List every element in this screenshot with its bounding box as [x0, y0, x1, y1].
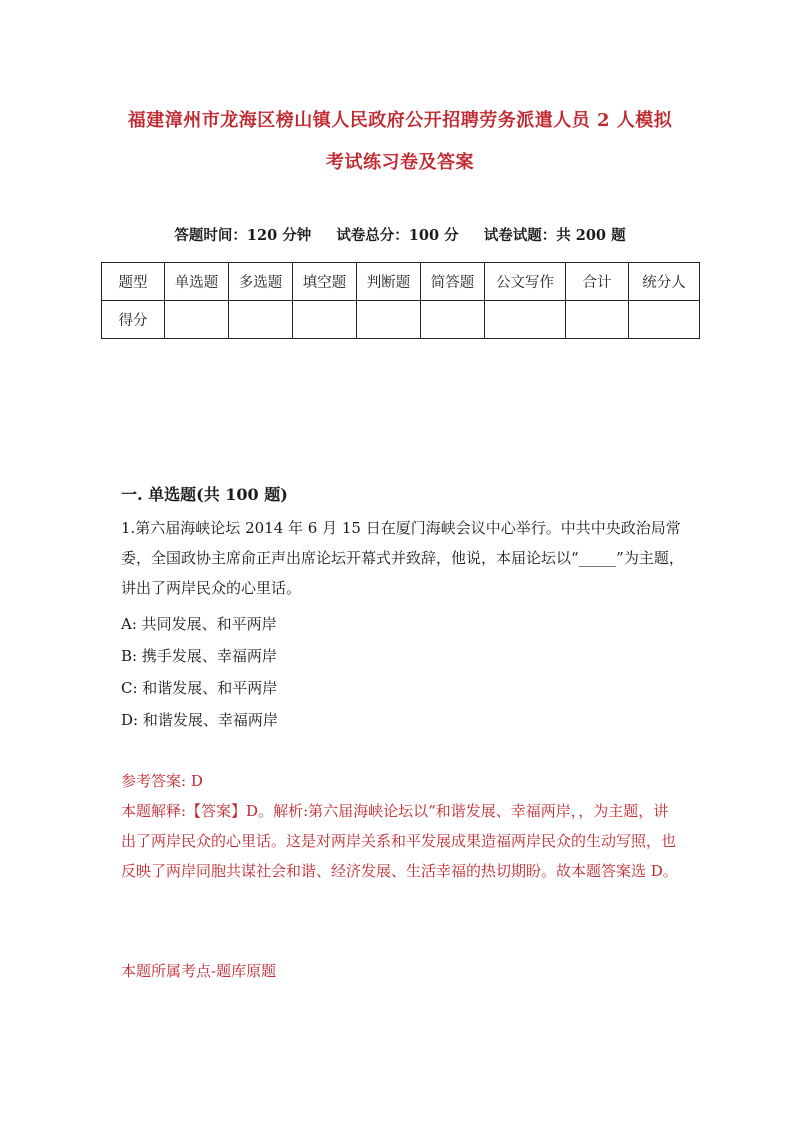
score-cell[interactable]: [293, 301, 357, 339]
header-cell: 填空题: [293, 263, 357, 301]
exam-time: 答题时间：120 分钟: [174, 227, 312, 244]
score-table-score-row: [102, 301, 700, 339]
score-table-header-row: [102, 263, 700, 301]
knowledge-point: 本题所属考点-题库原题: [121, 962, 277, 980]
header-cell: 公文写作: [485, 263, 566, 301]
question-text: 1.第六届海峡论坛 2014 年 6 月 15 日在厦门海峡会议中心举行。中共中央政治局常委，全国政协主席俞正声出席论坛开幕式并致辞，他说，本届论坛以“_____”为主题，讲出了两岸民众的心里话。: [121, 519, 684, 597]
header-cell: 合计: [566, 263, 629, 301]
document-title-line1: 福建漳州市龙海区榜山镇人民政府公开招聘劳务派遣人员 2 人模拟: [127, 110, 673, 131]
document-title-line2: 考试练习卷及答案: [326, 152, 474, 173]
score-cell[interactable]: [421, 301, 485, 339]
section-title: 一. 单选题(共 100 题): [121, 485, 288, 504]
score-cell[interactable]: [566, 301, 629, 339]
header-cell: 单选题: [165, 263, 229, 301]
option-d: D: 和谐发展、幸福两岸: [121, 711, 278, 729]
score-table: [101, 262, 700, 339]
exam-total-score: 试卷总分：100 分: [336, 227, 459, 244]
exam-meta: [0, 224, 800, 245]
score-cell[interactable]: [485, 301, 566, 339]
score-cell[interactable]: [165, 301, 229, 339]
row-label-cell: 得分: [102, 301, 165, 339]
header-cell: 多选题: [229, 263, 293, 301]
header-cell: 简答题: [421, 263, 485, 301]
answer-explanation: 本题解释:【答案】D。解析:第六届海峡论坛以“和谐发展、幸福两岸，，为主题，讲出了两岸民众的心里话。这是对两岸关系和平发展成果造福两岸民众的生动写照，也反映了两岸同胞共谋社会和谐、经济发展、生活幸福的热切期盼。故本题答案选 D。: [121, 802, 678, 880]
header-cell: 题型: [102, 263, 165, 301]
score-cell[interactable]: [629, 301, 700, 339]
option-c: C: 和谐发展、和平两岸: [121, 679, 278, 697]
option-b: B: 携手发展、幸福两岸: [121, 647, 277, 665]
header-cell: 统分人: [629, 263, 700, 301]
score-cell[interactable]: [229, 301, 293, 339]
score-cell[interactable]: [357, 301, 421, 339]
option-a: A: 共同发展、和平两岸: [121, 615, 277, 633]
reference-answer: 参考答案: D: [121, 772, 203, 790]
exam-question-count: 试卷试题：共 200 题: [483, 227, 626, 244]
header-cell: 判断题: [357, 263, 421, 301]
